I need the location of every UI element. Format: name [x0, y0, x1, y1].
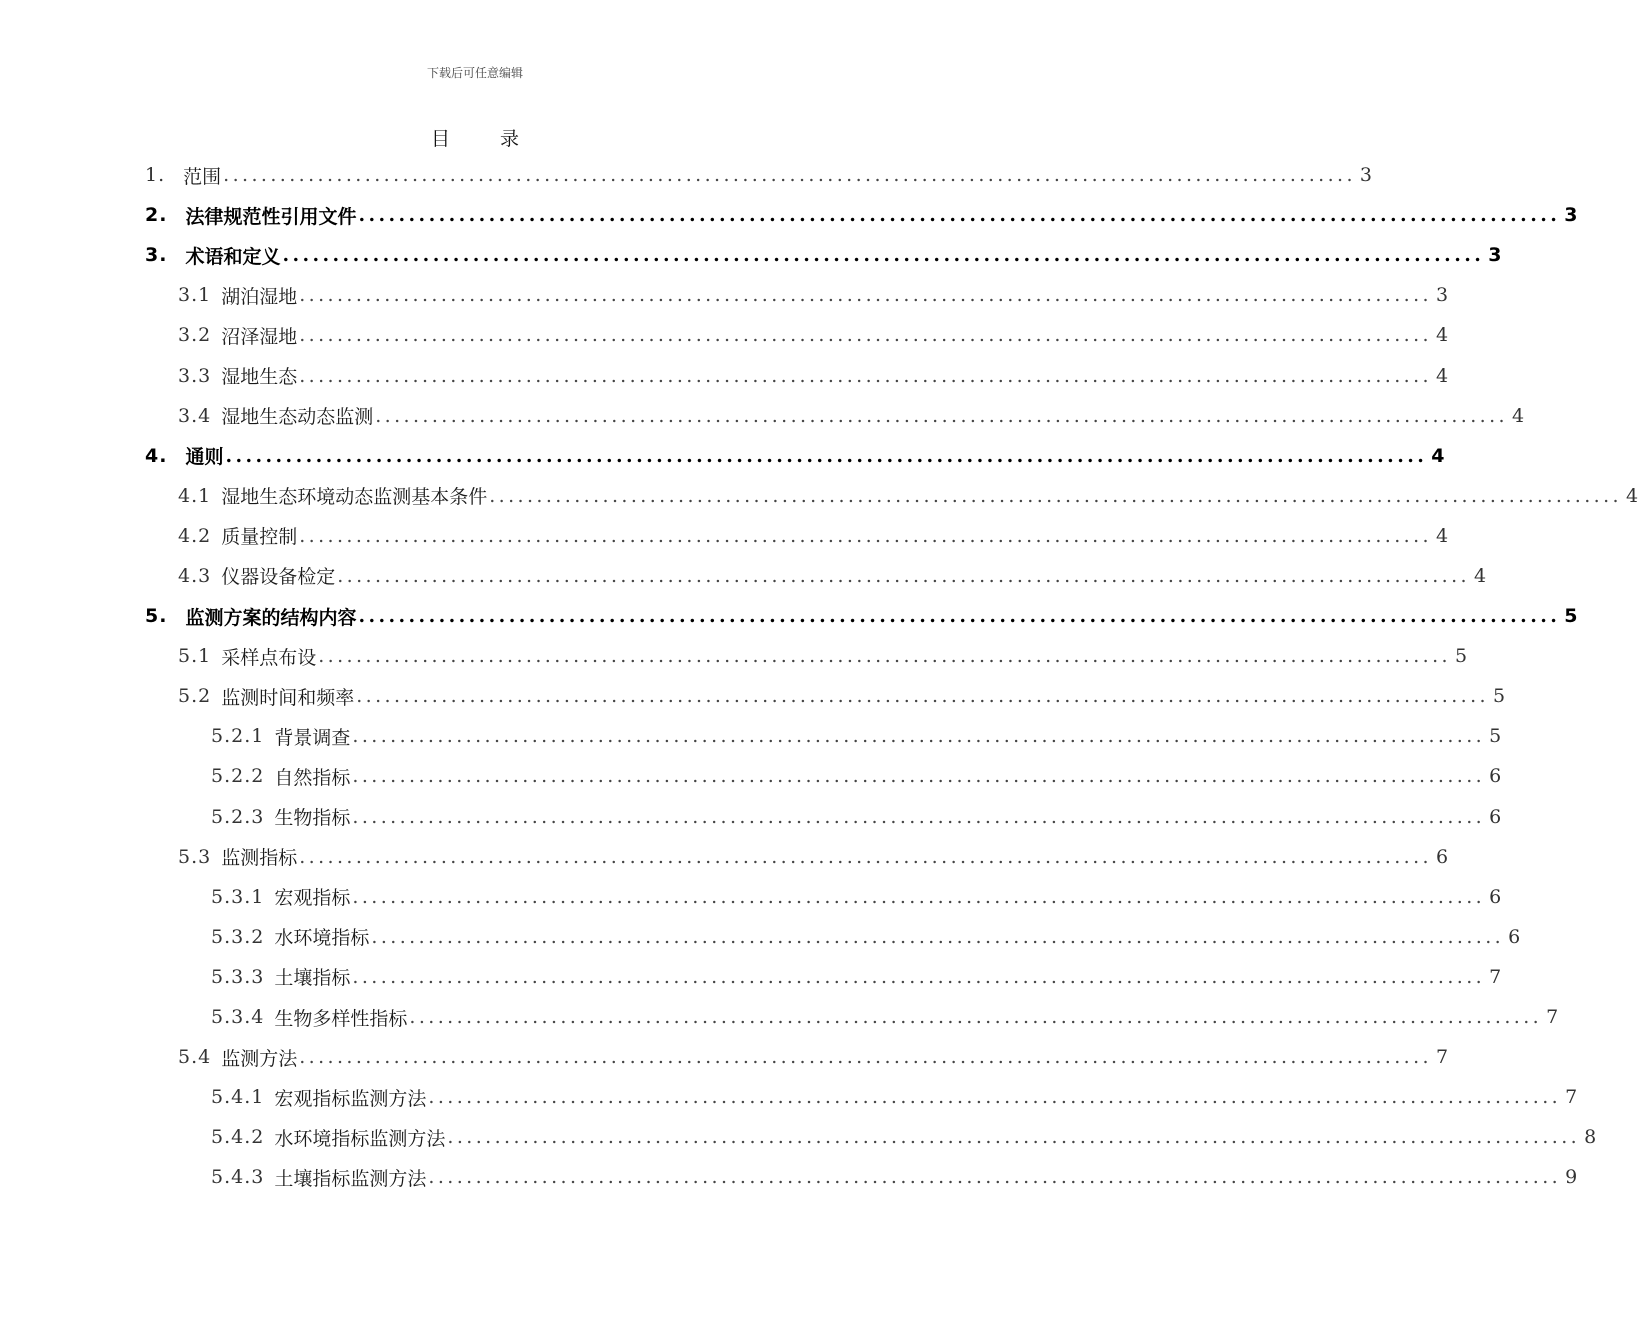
- toc-dot-leader: ........................................................................................................................: [352, 965, 1486, 988]
- toc-entry-title[interactable]: 湖泊湿地: [221, 285, 298, 308]
- toc-page-number: 4: [1435, 524, 1449, 547]
- toc-entry-number: 5.4.1: [211, 1086, 265, 1109]
- toc-entry-title[interactable]: 湿地生态: [221, 366, 298, 389]
- toc-entry[interactable]: [0, 997, 1559, 1037]
- toc-dot-leader: ........................................................................................................................: [375, 404, 1508, 427]
- toc-page-number: 7: [1435, 1046, 1449, 1069]
- toc-entry-title[interactable]: 仪器设备检定: [221, 566, 336, 589]
- toc-entry[interactable]: [0, 756, 1502, 796]
- toc-entry[interactable]: [0, 957, 1502, 997]
- toc-entry-title[interactable]: 背景调查: [274, 726, 351, 749]
- toc-entry[interactable]: [0, 1077, 1578, 1117]
- toc-entry-title[interactable]: 采样点布设: [221, 646, 317, 669]
- header-note: 下载后可任意编辑: [426, 66, 523, 80]
- toc-entry[interactable]: [0, 716, 1502, 756]
- toc-entry-title[interactable]: 生物多样性指标: [274, 1007, 408, 1030]
- toc-dot-leader: ........................................................................................................................: [352, 765, 1486, 788]
- toc-page-number: 5: [1489, 725, 1502, 748]
- toc-entry[interactable]: [0, 195, 1578, 235]
- toc-dot-leader: ........................................................................................................................: [299, 284, 1432, 307]
- toc-page-number: 9: [1565, 1166, 1578, 1189]
- toc-dot-leader: ........................................................................................................................: [337, 564, 1470, 587]
- toc-dot-leader: ........................................................................................................................: [352, 885, 1486, 908]
- toc-entry[interactable]: [0, 516, 1449, 556]
- toc-entry-title[interactable]: 质量控制: [221, 526, 298, 549]
- toc-entry[interactable]: [0, 1157, 1578, 1197]
- toc-dot-leader: ........................................................................................................................: [447, 1126, 1581, 1149]
- toc-page-number: 5: [1454, 645, 1468, 668]
- toc-dot-leader: ........................................................................................................................: [299, 324, 1432, 347]
- toc-dot-leader: ........................................................................................................................: [428, 1166, 1562, 1189]
- toc-entry-number: 5.3.1: [211, 885, 265, 908]
- toc-page-number: 6: [1435, 845, 1449, 868]
- toc-page-number: 6: [1489, 805, 1502, 828]
- toc-entry-number: 5.2: [178, 685, 212, 708]
- toc-dot-leader: ........................................................................................................................: [489, 484, 1622, 507]
- toc-page-number: 6: [1508, 925, 1521, 948]
- toc-page-number: 4: [1625, 484, 1638, 507]
- toc-dot-leader: ........................................................................................................................: [299, 1046, 1432, 1069]
- toc-entry[interactable]: [0, 636, 1468, 676]
- toc-entry-number: 5.3.4: [211, 1006, 265, 1029]
- toc-entry[interactable]: [0, 917, 1521, 957]
- toc-page-number: 5: [1492, 685, 1506, 708]
- toc-page-number: 5: [1564, 605, 1578, 628]
- toc-entry[interactable]: [0, 275, 1449, 315]
- toc-entry-number: 4.3: [178, 564, 212, 587]
- toc-entry-title[interactable]: 水环境指标: [274, 927, 370, 950]
- toc-page-number: 4: [1431, 444, 1445, 467]
- toc-entry-title[interactable]: 土壤指标监测方法: [274, 1167, 427, 1190]
- toc-dot-leader: ........................................................................................................................: [299, 364, 1432, 387]
- toc-entry-number: 4.1: [178, 484, 212, 507]
- toc-entry-title[interactable]: 湿地生态动态监测: [221, 406, 374, 429]
- toc-entry[interactable]: [0, 436, 1445, 476]
- toc-entry-title[interactable]: 监测时间和频率: [221, 686, 355, 709]
- toc-entry-number: 5.2.2: [211, 765, 265, 788]
- toc-entry-number: 5.4: [178, 1046, 212, 1069]
- toc-entry-number: 5.: [145, 605, 168, 628]
- table-of-contents: [0, 155, 1638, 1197]
- toc-entry-number: 5.2.3: [211, 805, 265, 828]
- toc-entry-number: 4.: [145, 444, 168, 467]
- toc-entry[interactable]: [0, 676, 1506, 716]
- toc-entry-number: 5.3.2: [211, 925, 265, 948]
- toc-page-number: 3: [1488, 244, 1502, 267]
- toc-entry-number: 3.4: [178, 404, 212, 427]
- toc-entry[interactable]: [0, 155, 1372, 195]
- toc-entry-number: 3.1: [178, 284, 212, 307]
- toc-entry-title[interactable]: 自然指标: [274, 766, 351, 789]
- toc-entry-number: 3.2: [178, 324, 212, 347]
- toc-page-number: 7: [1546, 1006, 1559, 1029]
- toc-entry-title[interactable]: 沼泽湿地: [221, 325, 298, 348]
- toc-page-number: 3: [1564, 204, 1578, 227]
- toc-entry-title[interactable]: 法律规范性引用文件: [185, 205, 357, 228]
- toc-entry-title[interactable]: 水环境指标监测方法: [274, 1127, 446, 1150]
- toc-entry-title[interactable]: 监测指标: [221, 847, 298, 870]
- toc-page-number: 4: [1511, 404, 1525, 427]
- toc-page-number: 7: [1565, 1086, 1578, 1109]
- toc-entry-title[interactable]: 监测方法: [221, 1047, 298, 1070]
- toc-entry-number: 5.4.2: [211, 1126, 265, 1149]
- toc-entry[interactable]: [0, 596, 1578, 636]
- toc-entry-number: 5.1: [178, 645, 212, 668]
- toc-dot-leader: ........................................................................................................................: [299, 845, 1432, 868]
- toc-entry-number: 2.: [145, 204, 168, 227]
- toc-dot-leader: ........................................................................................................................: [318, 645, 1451, 668]
- toc-entry-number: 3.3: [178, 364, 212, 387]
- toc-entry-title[interactable]: 术语和定义: [185, 245, 281, 268]
- toc-entry[interactable]: [0, 396, 1525, 436]
- toc-entry[interactable]: [0, 476, 1638, 516]
- toc-entry-number: 4.2: [178, 524, 212, 547]
- toc-dot-leader: ........................................................................................................................: [282, 244, 1485, 267]
- toc-dot-leader: ........................................................................................................................: [358, 605, 1561, 628]
- toc-dot-leader: ........................................................................................................................: [223, 164, 1356, 187]
- toc-entry-title[interactable]: 土壤指标: [274, 967, 351, 990]
- toc-title: 目 录: [430, 128, 542, 150]
- toc-page-number: 4: [1435, 324, 1449, 347]
- toc-entry-title[interactable]: 宏观指标监测方法: [274, 1087, 427, 1110]
- toc-entry[interactable]: [0, 837, 1449, 877]
- toc-entry-number: 1.: [145, 164, 166, 187]
- toc-dot-leader: ........................................................................................................................: [352, 725, 1486, 748]
- toc-dot-leader: ........................................................................................................................: [225, 444, 1428, 467]
- toc-dot-leader: ........................................................................................................................: [371, 925, 1505, 948]
- toc-entry-title[interactable]: 生物指标: [274, 807, 351, 830]
- toc-entry[interactable]: [0, 355, 1449, 395]
- toc-entry-title[interactable]: 监测方案的结构内容: [185, 606, 357, 629]
- toc-page-number: 4: [1473, 564, 1487, 587]
- toc-entry[interactable]: [0, 556, 1487, 596]
- toc-dot-leader: ........................................................................................................................: [358, 204, 1561, 227]
- toc-entry[interactable]: [0, 1117, 1597, 1157]
- toc-page-number: 6: [1489, 885, 1502, 908]
- toc-entry-title[interactable]: 湿地生态环境动态监测基本条件: [221, 486, 488, 509]
- toc-entry-number: 3.: [145, 244, 168, 267]
- toc-entry[interactable]: [0, 235, 1502, 275]
- toc-entry-number: 5.3: [178, 845, 212, 868]
- toc-entry[interactable]: [0, 1037, 1449, 1077]
- toc-entry-number: 5.3.3: [211, 965, 265, 988]
- toc-page-number: 7: [1489, 965, 1502, 988]
- toc-entry[interactable]: [0, 797, 1502, 837]
- toc-dot-leader: ........................................................................................................................: [428, 1086, 1562, 1109]
- toc-dot-leader: ........................................................................................................................: [409, 1006, 1543, 1029]
- toc-page-number: 3: [1359, 164, 1372, 187]
- toc-entry[interactable]: [0, 315, 1449, 355]
- toc-page-number: 4: [1435, 364, 1449, 387]
- toc-entry-title[interactable]: 宏观指标: [274, 887, 351, 910]
- toc-dot-leader: ........................................................................................................................: [356, 685, 1489, 708]
- toc-page-number: 8: [1584, 1126, 1597, 1149]
- toc-dot-leader: ........................................................................................................................: [299, 524, 1432, 547]
- toc-page-number: 3: [1435, 284, 1449, 307]
- toc-entry-number: 5.4.3: [211, 1166, 265, 1189]
- toc-entry-title[interactable]: 通则: [185, 446, 224, 469]
- toc-dot-leader: ........................................................................................................................: [352, 805, 1486, 828]
- toc-entry-number: 5.2.1: [211, 725, 265, 748]
- toc-entry[interactable]: [0, 877, 1502, 917]
- toc-page-number: 6: [1489, 765, 1502, 788]
- toc-entry-title[interactable]: 范围: [183, 165, 222, 188]
